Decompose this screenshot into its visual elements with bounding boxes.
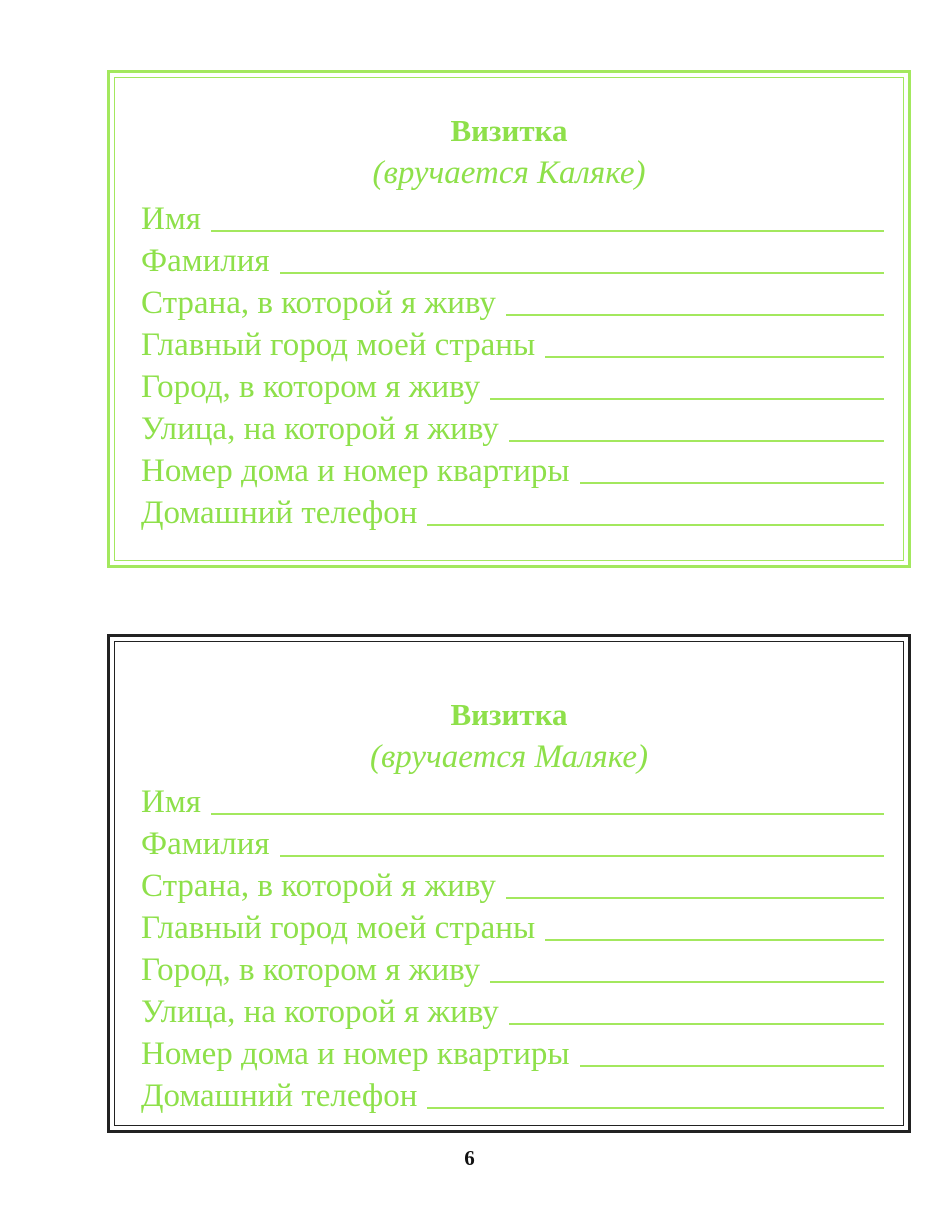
fill-in-line[interactable] <box>490 398 884 400</box>
field-first-name[interactable] <box>141 779 884 821</box>
fill-in-line[interactable] <box>211 813 884 815</box>
business-card-malyaka <box>107 634 911 1133</box>
field-capital[interactable] <box>141 905 884 947</box>
field-label: Домашний телефон <box>141 1078 418 1114</box>
fill-in-line[interactable] <box>509 440 884 442</box>
card-fields <box>141 196 884 532</box>
fill-in-line[interactable] <box>280 855 884 857</box>
fill-in-line[interactable] <box>490 981 884 983</box>
fill-in-line[interactable] <box>427 1107 884 1109</box>
field-label: Номер дома и номер квартиры <box>141 453 570 489</box>
card-subtitle: (вручается Каляке) <box>372 155 646 191</box>
field-last-name[interactable] <box>141 821 884 863</box>
field-label: Номер дома и номер квартиры <box>141 1036 570 1072</box>
field-street[interactable] <box>141 989 884 1031</box>
card-fields <box>141 779 884 1115</box>
fill-in-line[interactable] <box>580 482 884 484</box>
field-country[interactable] <box>141 863 884 905</box>
field-label: Домашний телефон <box>141 495 418 531</box>
field-label: Улица, на которой я живу <box>141 994 499 1030</box>
card-title: Визитка <box>450 697 568 732</box>
field-city[interactable] <box>141 364 884 406</box>
field-country[interactable] <box>141 280 884 322</box>
fill-in-line[interactable] <box>545 939 884 941</box>
field-label: Город, в котором я живу <box>141 952 481 988</box>
fill-in-line[interactable] <box>427 524 884 526</box>
field-house-apartment[interactable] <box>141 448 884 490</box>
fill-in-line[interactable] <box>280 272 884 274</box>
page-number: 6 <box>464 1146 475 1170</box>
field-capital[interactable] <box>141 322 884 364</box>
fill-in-line[interactable] <box>580 1065 884 1067</box>
fill-in-line[interactable] <box>506 314 884 316</box>
field-label: Улица, на которой я живу <box>141 411 499 447</box>
business-card-kalyaka <box>107 70 911 568</box>
field-label: Имя <box>141 784 201 820</box>
field-home-phone[interactable] <box>141 490 884 532</box>
fill-in-line[interactable] <box>506 897 884 899</box>
field-last-name[interactable] <box>141 238 884 280</box>
fill-in-line[interactable] <box>545 356 884 358</box>
field-label: Город, в котором я живу <box>141 369 481 405</box>
card-subtitle: (вручается Маляке) <box>369 739 649 775</box>
field-label: Главный город моей страны <box>141 910 536 946</box>
field-first-name[interactable] <box>141 196 884 238</box>
field-label: Имя <box>141 201 201 237</box>
field-label: Фамилия <box>141 243 270 279</box>
field-label: Страна, в которой я живу <box>141 868 496 904</box>
card-title: Визитка <box>450 113 568 148</box>
fill-in-line[interactable] <box>509 1023 884 1025</box>
fill-in-line[interactable] <box>211 230 884 232</box>
field-street[interactable] <box>141 406 884 448</box>
field-label: Фамилия <box>141 826 270 862</box>
field-city[interactable] <box>141 947 884 989</box>
field-label: Страна, в которой я живу <box>141 285 496 321</box>
field-home-phone[interactable] <box>141 1073 884 1115</box>
field-house-apartment[interactable] <box>141 1031 884 1073</box>
field-label: Главный город моей страны <box>141 327 536 363</box>
